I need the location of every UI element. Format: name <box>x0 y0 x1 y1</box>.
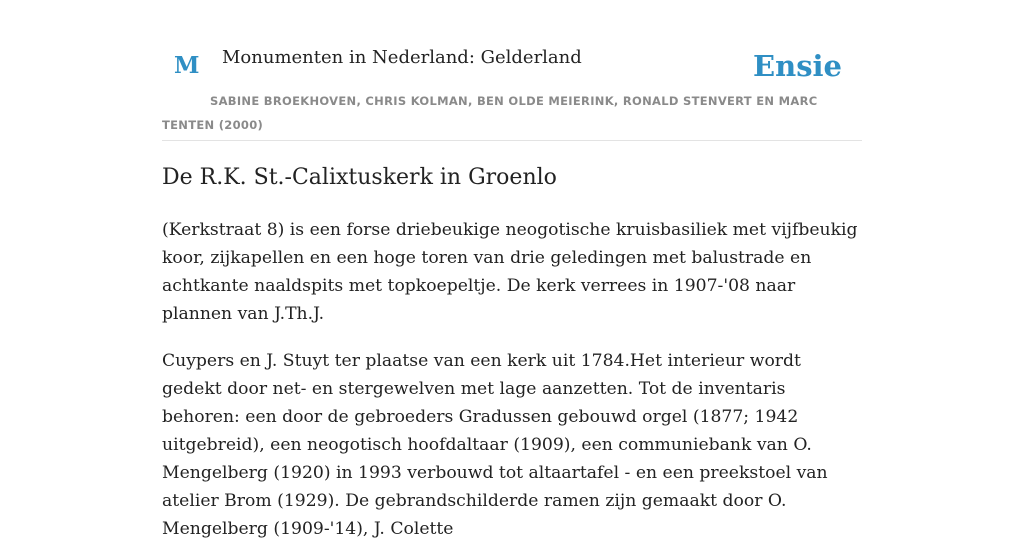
article-title: De R.K. St.-Calixtuskerk in Groenlo <box>162 165 557 190</box>
book-logo[interactable]: M <box>174 52 200 79</box>
book-title[interactable]: Monumenten in Nederland: Gelderland <box>222 47 582 68</box>
article-paragraph: Cuypers en J. Stuyt ter plaatse van een kerk uit 1784.Het interieur wordt gedekt door net- en stergewelven met lage aanzetten. Tot de inventaris behoren: een door de gebroeders Gradussen gebouwd orgel (1877; 1942 uitgebreid), een neogotisch hoofdaltaar (1909), een communiebank van O. Mengelberg (1920) in 1993 verbouwd tot altaartafel - en een preekstoel van atelier Brom (1929). De gebrandschilderde ramen zijn gemaakt door O. Mengelberg (1909-'14), J. Colette <box>162 351 828 539</box>
brand-logo[interactable]: Ensie <box>753 49 842 83</box>
header <box>162 0 862 141</box>
article-paragraph: (Kerkstraat 8) is een forse driebeukige neogotische kruisbasiliek met vijfbeukig koor, zijkapellen en een hoge toren van drie geledingen met balustrade en achtkante naaldspits met topkoepeltje. De kerk verrees in 1907-'08 naar plannen van J.Th.J. <box>162 220 858 324</box>
book-authors: SABINE BROEKHOVEN, CHRIS KOLMAN, BEN OLDE MEIERINK, RONALD STENVERT EN MARC TENTEN (2000) <box>162 94 818 132</box>
content-container <box>162 0 862 539</box>
